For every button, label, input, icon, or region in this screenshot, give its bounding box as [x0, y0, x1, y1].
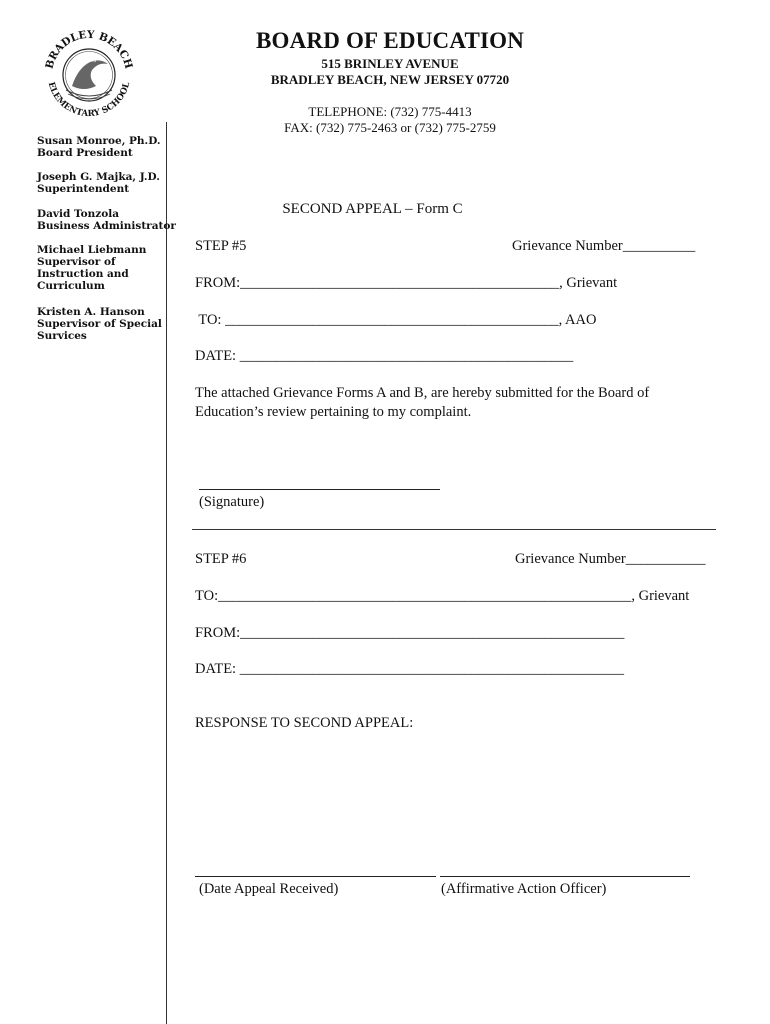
date-received-label: (Date Appeal Received)	[199, 881, 339, 897]
seal-inner-text: THE BREAKERS	[65, 58, 97, 79]
staff-role: Business Administrator	[37, 220, 176, 232]
staff-entry	[37, 306, 162, 342]
step6-from-field[interactable]: FROM:_____________________________________________________	[195, 625, 625, 641]
step6-label: STEP #6	[195, 551, 247, 567]
staff-name: Joseph G. Majka, J.D.	[37, 171, 160, 183]
seal-bottom-text: ELEMENTARY SCHOOL	[45, 81, 133, 120]
staff-name: Michael Liebmann	[37, 244, 147, 256]
staff-role-line: Instruction and	[37, 268, 129, 280]
school-seal-logo	[38, 24, 140, 126]
staff-role: Board President	[37, 147, 133, 159]
step5-label: STEP #5	[195, 238, 247, 254]
staff-entry	[37, 171, 160, 195]
signature-line[interactable]	[199, 489, 440, 490]
staff-name: David Tonzola	[37, 208, 120, 220]
signature-label: (Signature)	[199, 494, 265, 510]
telephone-line: TELEPHONE: (732) 775-4413	[308, 104, 472, 119]
letterhead-title: BOARD OF EDUCATION	[255, 28, 525, 53]
step5-to-field[interactable]: TO: ______________________________________________, AAO	[195, 312, 597, 328]
staff-name: Kristen A. Hanson	[37, 306, 145, 318]
step5-date-field[interactable]: DATE: ______________________________________________	[195, 348, 574, 364]
aao-label: (Affirmative Action Officer)	[441, 881, 607, 897]
address-line-2: BRADLEY BEACH, NEW JERSEY 07720	[270, 72, 510, 87]
staff-role-line: Curriculum	[37, 280, 105, 292]
seal-top-text: BRADLEY BEACH	[43, 28, 135, 71]
aao-signature-line[interactable]	[440, 876, 690, 877]
staff-role-line: Survices	[37, 330, 87, 342]
staff-name: Susan Monroe, Ph.D.	[37, 135, 161, 147]
sidebar-divider	[166, 122, 167, 1024]
section-divider	[192, 529, 716, 530]
staff-role-line: Supervisor of Special	[37, 318, 162, 330]
form-title: SECOND APPEAL – Form C	[282, 201, 463, 217]
staff-entry	[37, 135, 161, 159]
address-line-1: 515 BRINLEY AVENUE	[321, 56, 459, 71]
step6-to-field[interactable]: TO:_________________________________________________________, Grievant	[195, 588, 690, 604]
date-received-line[interactable]	[195, 876, 436, 877]
submission-paragraph: The attached Grievance Forms A and B, are hereby submitted for the Board of Education’s review pertaining to my complaint.	[195, 385, 650, 420]
step6-grievance-number-field[interactable]: Grievance Number___________	[515, 551, 706, 567]
response-label: RESPONSE TO SECOND APPEAL:	[195, 715, 414, 731]
staff-role-line: Supervisor of	[37, 256, 116, 268]
staff-entry	[37, 244, 146, 292]
step6-date-field[interactable]: DATE: _____________________________________________________	[195, 661, 624, 677]
step5-from-field[interactable]: FROM:____________________________________________, Grievant	[195, 275, 618, 291]
staff-entry	[37, 208, 176, 232]
step5-grievance-number-field[interactable]: Grievance Number__________	[512, 238, 696, 254]
staff-role: Superintendent	[37, 183, 130, 195]
fax-line: FAX: (732) 775-2463 or (732) 775-2759	[284, 120, 496, 135]
